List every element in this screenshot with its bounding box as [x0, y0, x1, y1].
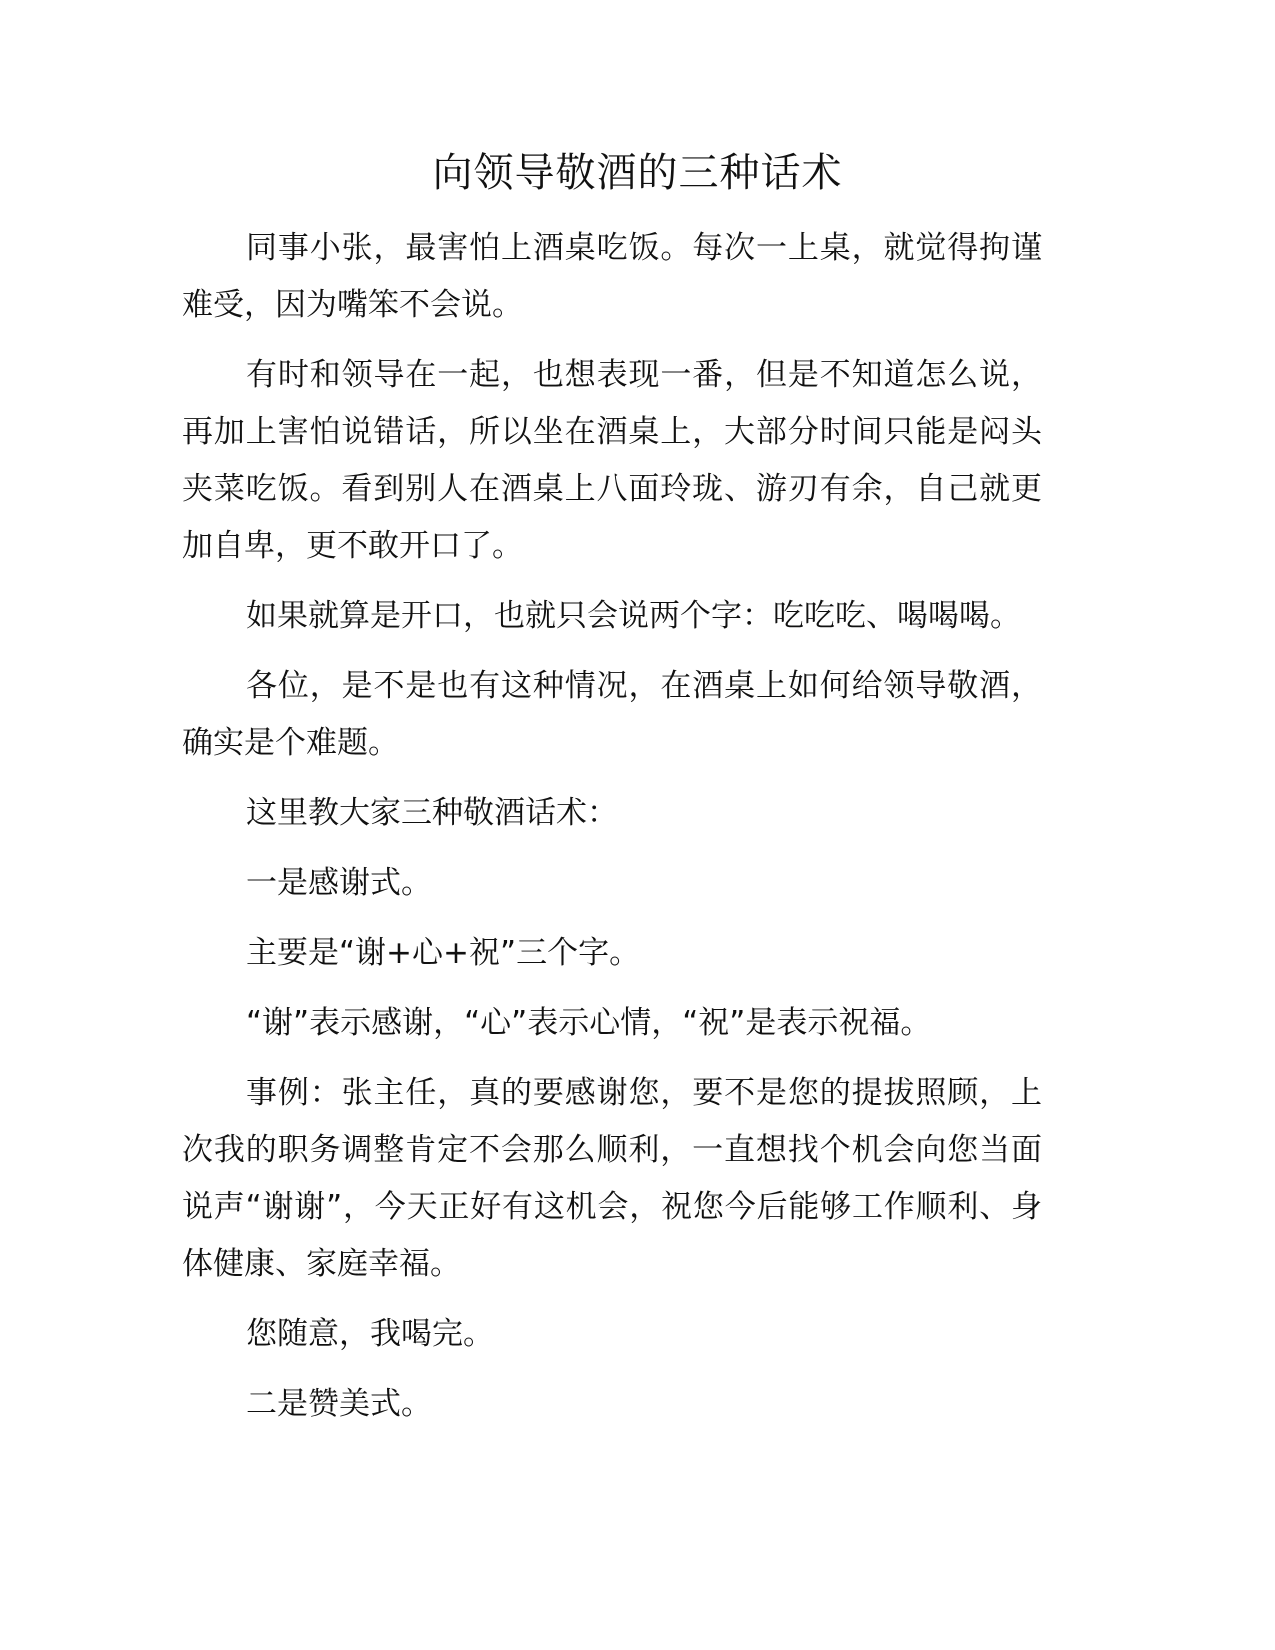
paragraph-intro: 同事小张，最害怕上酒桌吃饭。每次一上桌，就觉得拘谨难受，因为嘴笨不会说。 — [182, 230, 1042, 323]
paragraph-method-one-closing: 您随意，我喝完。 — [246, 1316, 494, 1352]
paragraph-method-one-example: 事例：张主任，真的要感谢您，要不是您的提拔照顾，上次我的职务调整肯定不会那么顺利，一直想找个机会向您当面说声“谢谢”，今天正好有这机会，祝您今后能够工作顺利、身体健康、家庭幸福。 — [182, 1075, 1042, 1282]
paragraph-situation: 有时和领导在一起，也想表现一番，但是不知道怎么说，再加上害怕说错话，所以坐在酒桌上，大部分时间只能是闷头夹菜吃饭。看到别人在酒桌上八面玲珑、游刃有余，自己就更加自卑，更不敢开口了。 — [182, 357, 1042, 564]
document-body — [182, 220, 1042, 1446]
paragraph-three-methods: 这里教大家三种敬酒话术： — [246, 795, 618, 831]
document-title: 向领导敬酒的三种话术 — [432, 150, 843, 196]
paragraph-method-two-heading: 二是赞美式。 — [246, 1386, 432, 1422]
paragraph-method-one-formula: 主要是“谢+心+祝”三个字。 — [246, 935, 641, 971]
paragraph-method-one-explanation: “谢”表示感谢，“心”表示心情，“祝”是表示祝福。 — [246, 1005, 932, 1041]
paragraph-only-two-words: 如果就算是开口，也就只会说两个字：吃吃吃、喝喝喝。 — [246, 598, 1021, 634]
paragraph-question: 各位，是不是也有这种情况，在酒桌上如何给领导敬酒，确实是个难题。 — [182, 668, 1042, 761]
paragraph-method-one-heading: 一是感谢式。 — [246, 865, 432, 901]
